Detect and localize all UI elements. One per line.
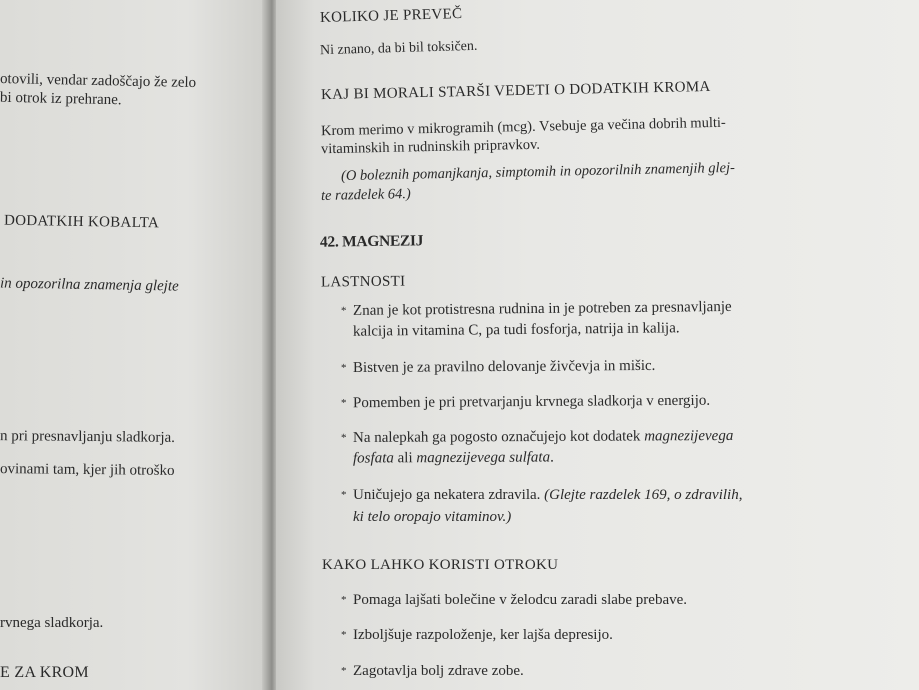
list-item (341, 486, 742, 505)
asterisk-bullet: * (341, 594, 347, 606)
left-line: bi otrok iz prehrane. (0, 89, 122, 109)
left-line: n pri presnavljanju sladkorja. (0, 428, 176, 446)
left-page (0, 0, 268, 690)
list-item-text: Pomemben je pri pretvarjanju krvnega sladkorja v energijo. (352, 392, 711, 412)
asterisk-bullet: * (341, 629, 347, 641)
asterisk-bullet: * (341, 665, 347, 677)
list-item-continuation: fosfata ali magnezijevega sulfata. (352, 449, 554, 467)
list-item-text-italic: magnezijevega (644, 427, 734, 445)
list-item-text: Zagotavlja bolj zdrave zobe. (353, 663, 524, 679)
properties-heading: LASTNOSTI (320, 273, 406, 291)
list-item (341, 357, 656, 378)
left-heading: DODATKIH KOBALTA (3, 212, 160, 232)
list-item-text: Bistven je za pravilno delovanje živčevja in mišic. (352, 357, 656, 377)
paragraph-note: te razdelek 64.) (320, 186, 411, 204)
benefits-heading: KAKO LAHKO KORISTI OTROKU (322, 557, 559, 573)
list-item (341, 427, 733, 448)
list-item (341, 662, 524, 681)
paragraph-line: Krom merimo v mikrogramih (mcg). Vsebuje ga večina dobrih multi- (320, 114, 726, 140)
asterisk-bullet: * (340, 304, 347, 318)
list-item-text: Na nalepkah ga pogosto označujejo kot dodatek (352, 428, 645, 446)
chapter-title: 42. MAGNEZIJ (319, 232, 424, 251)
asterisk-bullet: * (340, 431, 347, 445)
paragraph-line: vitaminskih in rudninskih pripravkov. (320, 136, 541, 158)
list-item-text-italic: (Glejte razdelek 169, o zdravilih, (544, 487, 743, 503)
left-heading: E ZA KROM (0, 664, 89, 681)
list-item-text: Uničujejo ga nekatera zdravila. (353, 487, 545, 503)
section-text: Ni znano, da bi bil toksičen. (319, 38, 478, 59)
left-line: rvnega sladkorja. (0, 615, 104, 631)
asterisk-bullet: * (341, 489, 347, 501)
list-item (341, 626, 613, 645)
asterisk-bullet: * (340, 397, 347, 410)
paragraph-note: (O boleznih pomanjkanja, simptomih in opozorilnih znamenjih glej- (340, 159, 736, 185)
list-item (341, 591, 687, 610)
list-item-text: Pomaga lajšati bolečine v želodcu zaradi slabe prebave. (353, 592, 688, 608)
left-line: ovinami tam, kjer jih otroško (0, 461, 175, 479)
list-item (341, 392, 710, 414)
asterisk-bullet: * (340, 362, 347, 375)
list-item-text: Izboljšuje razpoloženje, ker lajša depresijo. (353, 627, 613, 643)
section-heading-koliko: KOLIKO JE PREVEČ (319, 6, 463, 26)
left-line: in opozorilna znamenja glejte (0, 275, 179, 295)
list-item-text: Znan je kot protistresna rudnina in je potreben za presnavljanje (352, 298, 732, 319)
left-line: otovili, vendar zadoščajo že zelo (0, 70, 197, 92)
right-page (276, 0, 919, 690)
list-item-continuation: ki telo oropajo vitaminov.) (353, 509, 512, 525)
section-heading-starsi: KAJ BI MORALI STARŠI VEDETI O DODATKIH KROMA (320, 78, 711, 104)
list-item-continuation: kalcija in vitamina C, pa tudi fosforja, natrija in kalija. (352, 320, 680, 340)
